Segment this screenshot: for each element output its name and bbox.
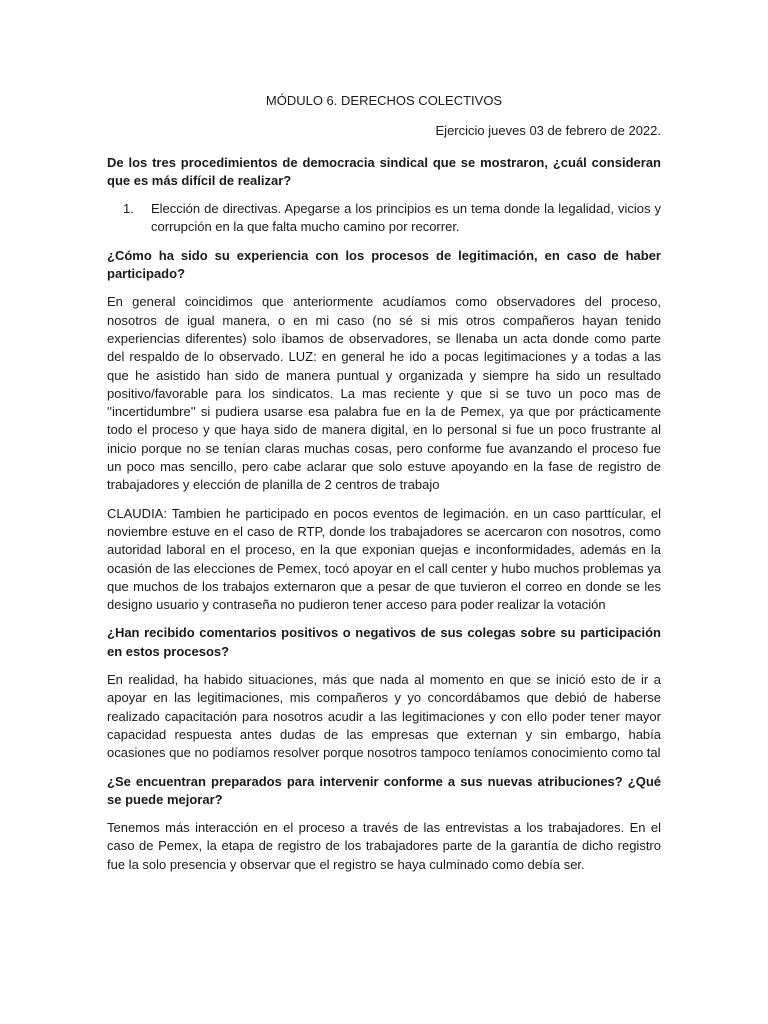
question-3: ¿Han recibido comentarios positivos o negativos de sus colegas sobre su participación en estos procesos? bbox=[107, 625, 661, 659]
answer-4-paragraph: Tenemos más interacción en el proceso a través de las entrevistas a los trabajadores. En el caso de Pemex, la etapa de registro de los trabajadores parte de la garantía de dicho registro fue la solo presencia y observar que el registro se haya culminado como debía ser. bbox=[107, 820, 661, 872]
list-item-text: Elección de directivas. Apegarse a los principios es un tema donde la legalidad, vicios y corrupción en la que falta mucho camino por recorrer. bbox=[151, 201, 661, 235]
document-title: MÓDULO 6. DERECHOS COLECTIVOS bbox=[265, 93, 503, 108]
answer-list bbox=[107, 200, 661, 237]
answer-2-paragraph-2: CLAUDIA: Tambien he participado en pocos eventos de legimación. en un caso parttícular, el noviembre estuve en el caso de RTP, donde los trabajadores se acercaron con nosotros, como autoridad laboral en el proceso, en la que exponian quejas e inconformidades, además en la ocasión de las elecciones de Pemex, tocó apoyar en el call center y hubo muchos problemas ya que muchos de los trabajos externaron que a pesar de que tuvieron el correo en donde se les designo usuario y contraseña no pudieron tener acceso para poder realizar la votación bbox=[107, 505, 661, 613]
question-2: ¿Cómo ha sido su experiencia con los procesos de legitimación, en caso de haber participado? bbox=[107, 247, 661, 282]
list-item bbox=[107, 200, 661, 237]
answer-2-paragraph-1: En general coincidimos que anteriormente acudíamos como observadores del proceso, nosotros de igual manera, o en mi caso (no sé si mis otros compañeros hayan tenido experiencias diferentes) solo íbamos de observadores, se llenaba un acta donde como parte del respaldo de lo observado. LUZ: en general he ido a pocas legitimaciones y a todas a las que he asistido han sido de manera puntual y organizada y siempre ha sido un resultado positivo/favorable para los sindicatos. La mas reciente y que si se tuvo un poco mas de ''incertidumbre'' si pudiera usarse esa palabra fue en la de Pemex, ya que por prácticamente todo el proceso y que haya sido de manera digital, en lo personal si fue un poco frustrante al inicio porque no se tenían claras muchas cosas, pero conforme fue avanzando el proceso fue un poco mas sencillo, pero cabe aclarar que solo estuve apoyando en la fase de registro de trabajadores y elección de planilla de 2 centros de trabajo bbox=[107, 294, 661, 493]
question-1: De los tres procedimientos de democracia sindical que se mostraron, ¿cuál consideran que es más difícil de realizar? bbox=[107, 154, 661, 188]
date-line: Ejercicio jueves 03 de febrero de 2022. bbox=[435, 123, 661, 139]
answer-3-paragraph: En realidad, ha habido situaciones, más que nada al momento en que se inició esto de ir a apoyar en las legitimaciones, mis compañeros y yo concordábamos que debió de haberse realizado capacitación para nosotros acudir a las legitimaciones y con ello poder tener mayor capacidad respuesta antes dudas de las empresas que externan y sin embargo, había ocasiones que no podíamos resolver porque nosotros tampoco teníamos conocimiento como tal bbox=[107, 672, 661, 761]
document-page bbox=[107, 92, 661, 884]
list-item-number: 1. bbox=[123, 201, 134, 217]
question-4: ¿Se encuentran preparados para intervenir conforme a sus nuevas atribuciones? ¿Qué se puede mejorar? bbox=[107, 773, 661, 807]
